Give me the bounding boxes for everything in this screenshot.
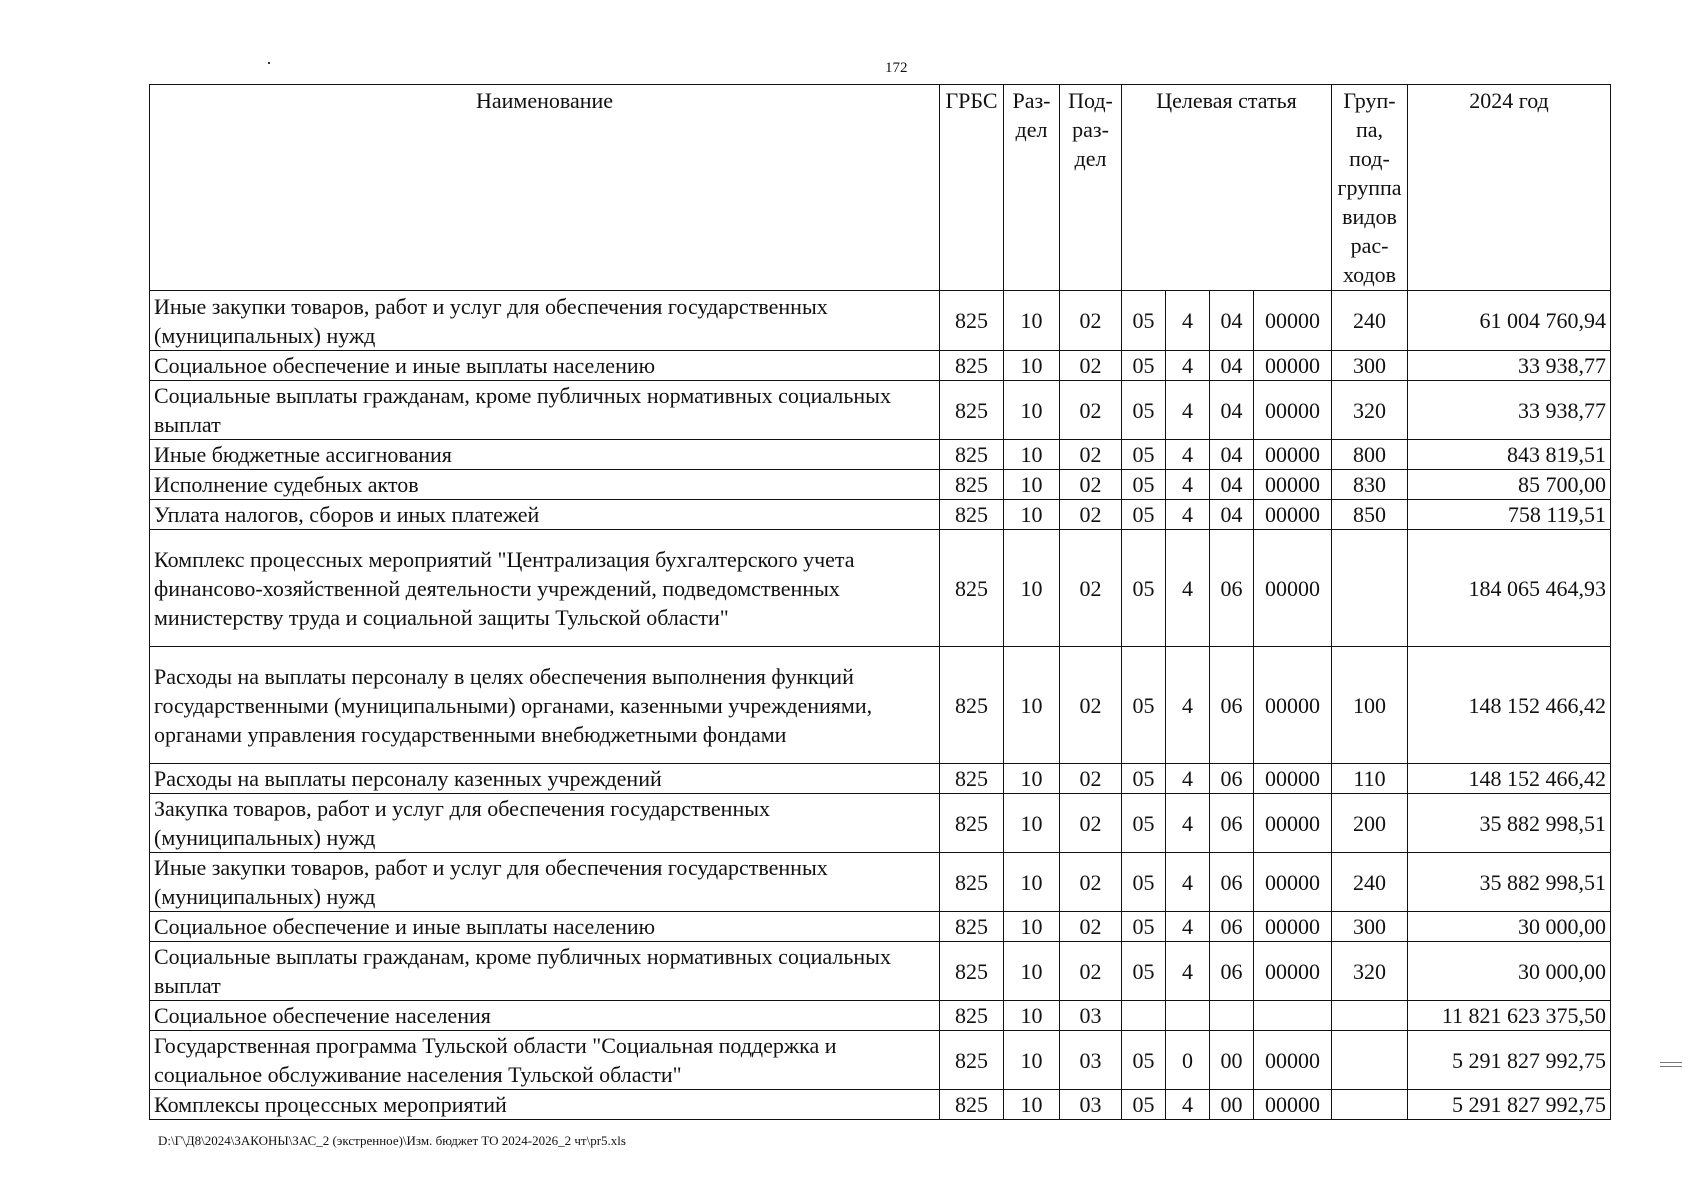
row-expense-group: 110 [1332,764,1408,794]
row-target-structure: 04 [1210,500,1254,530]
row-amount-2024: 184 065 464,93 [1408,530,1611,647]
row-name: Расходы на выплаты персоналу казенных учреждений [150,764,940,794]
row-expense-group: 300 [1332,351,1408,381]
row-name: Государственная программа Тульской области "Социальная поддержка и социальное обслуживание населения Тульской области" [150,1031,940,1090]
row-grbs: 825 [940,853,1004,912]
table-body [150,291,1611,1120]
row-target-type: 4 [1166,764,1210,794]
table-row [150,530,1611,647]
row-podrazdel: 02 [1060,912,1122,942]
row-razdel: 10 [1004,381,1060,440]
row-amount-2024: 148 152 466,42 [1408,764,1611,794]
row-target-program [1122,1001,1166,1031]
row-expense-group: 100 [1332,647,1408,764]
row-expense-group: 800 [1332,440,1408,470]
row-razdel: 10 [1004,764,1060,794]
row-expense-group: 850 [1332,500,1408,530]
row-amount-2024: 758 119,51 [1408,500,1611,530]
row-razdel: 10 [1004,440,1060,470]
page-number: 172 [885,60,908,76]
row-grbs: 825 [940,351,1004,381]
row-target-structure: 04 [1210,440,1254,470]
row-target-structure: 06 [1210,530,1254,647]
row-target-direction: 00000 [1254,440,1332,470]
row-target-direction: 00000 [1254,1090,1332,1120]
budget-table [149,84,1611,1120]
row-target-program: 05 [1122,1031,1166,1090]
row-grbs: 825 [940,530,1004,647]
header-expense-group: Груп- па, под- группа видов рас- ходов [1332,85,1408,291]
table-row [150,381,1611,440]
row-razdel: 10 [1004,351,1060,381]
row-target-program: 05 [1122,500,1166,530]
table-row [150,351,1611,381]
scan-dot [268,62,270,64]
row-target-type: 4 [1166,470,1210,500]
row-target-type: 4 [1166,500,1210,530]
row-grbs: 825 [940,1031,1004,1090]
row-target-structure: 06 [1210,853,1254,912]
row-name: Закупка товаров, работ и услуг для обеспечения государственных (муниципальных) нужд [150,794,940,853]
row-razdel: 10 [1004,912,1060,942]
row-target-direction: 00000 [1254,381,1332,440]
row-target-program: 05 [1122,351,1166,381]
row-target-type: 4 [1166,530,1210,647]
row-podrazdel: 02 [1060,853,1122,912]
row-target-direction [1254,1001,1332,1031]
row-target-structure: 04 [1210,291,1254,351]
row-target-program: 05 [1122,912,1166,942]
row-target-direction: 00000 [1254,530,1332,647]
row-target-structure: 04 [1210,381,1254,440]
row-target-type: 4 [1166,912,1210,942]
row-grbs: 825 [940,381,1004,440]
row-amount-2024: 30 000,00 [1408,942,1611,1001]
row-target-direction: 00000 [1254,291,1332,351]
row-grbs: 825 [940,1090,1004,1120]
row-expense-group: 200 [1332,794,1408,853]
row-grbs: 825 [940,500,1004,530]
row-podrazdel: 02 [1060,291,1122,351]
table-row [150,500,1611,530]
row-target-direction: 00000 [1254,912,1332,942]
row-podrazdel: 03 [1060,1090,1122,1120]
row-name: Расходы на выплаты персоналу в целях обеспечения выполнения функций государственными (муниципальными) органами, казенными учреждениями, органами управления государственными внебюджетными фондами [150,647,940,764]
row-target-structure: 06 [1210,912,1254,942]
row-name: Социальные выплаты гражданам, кроме публичных нормативных социальных выплат [150,381,940,440]
row-target-structure: 06 [1210,764,1254,794]
row-amount-2024: 5 291 827 992,75 [1408,1090,1611,1120]
row-razdel: 10 [1004,1001,1060,1031]
row-target-structure: 06 [1210,647,1254,764]
row-name: Иные бюджетные ассигнования [150,440,940,470]
row-target-program: 05 [1122,764,1166,794]
row-target-structure: 04 [1210,351,1254,381]
row-name: Социальное обеспечение и иные выплаты населению [150,351,940,381]
row-target-direction: 00000 [1254,764,1332,794]
table-row [150,1001,1611,1031]
row-expense-group [1332,1031,1408,1090]
table-row [150,291,1611,351]
row-expense-group: 320 [1332,381,1408,440]
row-amount-2024: 843 819,51 [1408,440,1611,470]
table-row [150,647,1611,764]
row-razdel: 10 [1004,530,1060,647]
row-target-structure: 00 [1210,1090,1254,1120]
header-row [150,85,1611,291]
row-grbs: 825 [940,647,1004,764]
row-razdel: 10 [1004,1090,1060,1120]
row-podrazdel: 02 [1060,351,1122,381]
row-name: Уплата налогов, сборов и иных платежей [150,500,940,530]
row-target-direction: 00000 [1254,794,1332,853]
row-expense-group [1332,1090,1408,1120]
table-row [150,440,1611,470]
row-target-program: 05 [1122,440,1166,470]
row-razdel: 10 [1004,1031,1060,1090]
row-amount-2024: 61 004 760,94 [1408,291,1611,351]
row-razdel: 10 [1004,853,1060,912]
row-target-direction: 00000 [1254,853,1332,912]
row-target-type: 4 [1166,381,1210,440]
header-year: 2024 год [1408,85,1611,291]
row-podrazdel: 03 [1060,1031,1122,1090]
row-podrazdel: 02 [1060,530,1122,647]
row-name: Исполнение судебных актов [150,470,940,500]
row-grbs: 825 [940,942,1004,1001]
row-grbs: 825 [940,470,1004,500]
row-amount-2024: 33 938,77 [1408,351,1611,381]
row-amount-2024: 30 000,00 [1408,912,1611,942]
row-target-program: 05 [1122,942,1166,1001]
row-name: Социальные выплаты гражданам, кроме публичных нормативных социальных выплат [150,942,940,1001]
table-row [150,912,1611,942]
row-razdel: 10 [1004,647,1060,764]
row-expense-group: 240 [1332,291,1408,351]
header-podrazdel: Под- раз- дел [1060,85,1122,291]
header-razdel: Раз- дел [1004,85,1060,291]
row-target-program: 05 [1122,853,1166,912]
header-target-article: Целевая статья [1122,85,1332,291]
row-target-type: 4 [1166,853,1210,912]
row-target-direction: 00000 [1254,500,1332,530]
row-podrazdel: 02 [1060,381,1122,440]
row-name: Комплексы процессных мероприятий [150,1090,940,1120]
row-target-structure: 04 [1210,470,1254,500]
scan-edge-mark [1660,1062,1682,1067]
row-grbs: 825 [940,794,1004,853]
row-target-program: 05 [1122,530,1166,647]
row-target-structure: 06 [1210,942,1254,1001]
row-target-program: 05 [1122,381,1166,440]
row-target-type: 4 [1166,440,1210,470]
row-amount-2024: 5 291 827 992,75 [1408,1031,1611,1090]
row-podrazdel: 02 [1060,942,1122,1001]
row-grbs: 825 [940,291,1004,351]
row-target-direction: 00000 [1254,647,1332,764]
row-name: Иные закупки товаров, работ и услуг для обеспечения государственных (муниципальных) нужд [150,291,940,351]
row-podrazdel: 02 [1060,440,1122,470]
row-target-program: 05 [1122,1090,1166,1120]
row-target-program: 05 [1122,470,1166,500]
row-podrazdel: 02 [1060,470,1122,500]
row-target-direction: 00000 [1254,942,1332,1001]
row-razdel: 10 [1004,500,1060,530]
table-row [150,942,1611,1001]
row-podrazdel: 03 [1060,1001,1122,1031]
row-razdel: 10 [1004,470,1060,500]
row-razdel: 10 [1004,942,1060,1001]
row-expense-group: 240 [1332,853,1408,912]
row-target-direction: 00000 [1254,351,1332,381]
row-expense-group: 300 [1332,912,1408,942]
table-row [150,853,1611,912]
table-row [150,1031,1611,1090]
row-expense-group: 830 [1332,470,1408,500]
row-target-structure: 06 [1210,794,1254,853]
row-target-type: 4 [1166,291,1210,351]
row-amount-2024: 35 882 998,51 [1408,853,1611,912]
row-target-program: 05 [1122,647,1166,764]
row-target-direction: 00000 [1254,1031,1332,1090]
row-target-direction: 00000 [1254,470,1332,500]
row-name: Социальное обеспечение населения [150,1001,940,1031]
row-amount-2024: 11 821 623 375,50 [1408,1001,1611,1031]
row-grbs: 825 [940,440,1004,470]
row-target-program: 05 [1122,291,1166,351]
row-grbs: 825 [940,764,1004,794]
row-target-type: 0 [1166,1031,1210,1090]
row-target-type: 4 [1166,794,1210,853]
row-target-structure: 00 [1210,1031,1254,1090]
row-target-type: 4 [1166,942,1210,1001]
row-expense-group: 320 [1332,942,1408,1001]
table-row [150,794,1611,853]
row-name: Иные закупки товаров, работ и услуг для обеспечения государственных (муниципальных) нужд [150,853,940,912]
row-podrazdel: 02 [1060,647,1122,764]
table-row [150,470,1611,500]
row-expense-group [1332,530,1408,647]
row-amount-2024: 85 700,00 [1408,470,1611,500]
row-razdel: 10 [1004,794,1060,853]
row-grbs: 825 [940,1001,1004,1031]
row-amount-2024: 35 882 998,51 [1408,794,1611,853]
row-name: Комплекс процессных мероприятий "Централизация бухгалтерского учета финансово-хозяйственной деятельности учреждений, подведомственных министерству труда и социальной защиты Тульской области" [150,530,940,647]
table-row [150,764,1611,794]
header-grbs: ГРБС [940,85,1004,291]
row-razdel: 10 [1004,291,1060,351]
row-target-type [1166,1001,1210,1031]
row-target-type: 4 [1166,351,1210,381]
row-target-program: 05 [1122,794,1166,853]
row-amount-2024: 33 938,77 [1408,381,1611,440]
row-podrazdel: 02 [1060,500,1122,530]
row-expense-group [1332,1001,1408,1031]
header-name: Наименование [150,85,940,291]
row-podrazdel: 02 [1060,764,1122,794]
row-name: Социальное обеспечение и иные выплаты населению [150,912,940,942]
row-podrazdel: 02 [1060,794,1122,853]
footer-file-path: D:\Г\Д8\2024\ЗАКОНЫ\ЗАС_2 (экстренное)\Изм. бюджет ТО 2024-2026_2 чт\pr5.xls [158,1133,626,1148]
row-grbs: 825 [940,912,1004,942]
row-target-type: 4 [1166,1090,1210,1120]
row-amount-2024: 148 152 466,42 [1408,647,1611,764]
row-target-structure [1210,1001,1254,1031]
row-target-type: 4 [1166,647,1210,764]
table-row [150,1090,1611,1120]
